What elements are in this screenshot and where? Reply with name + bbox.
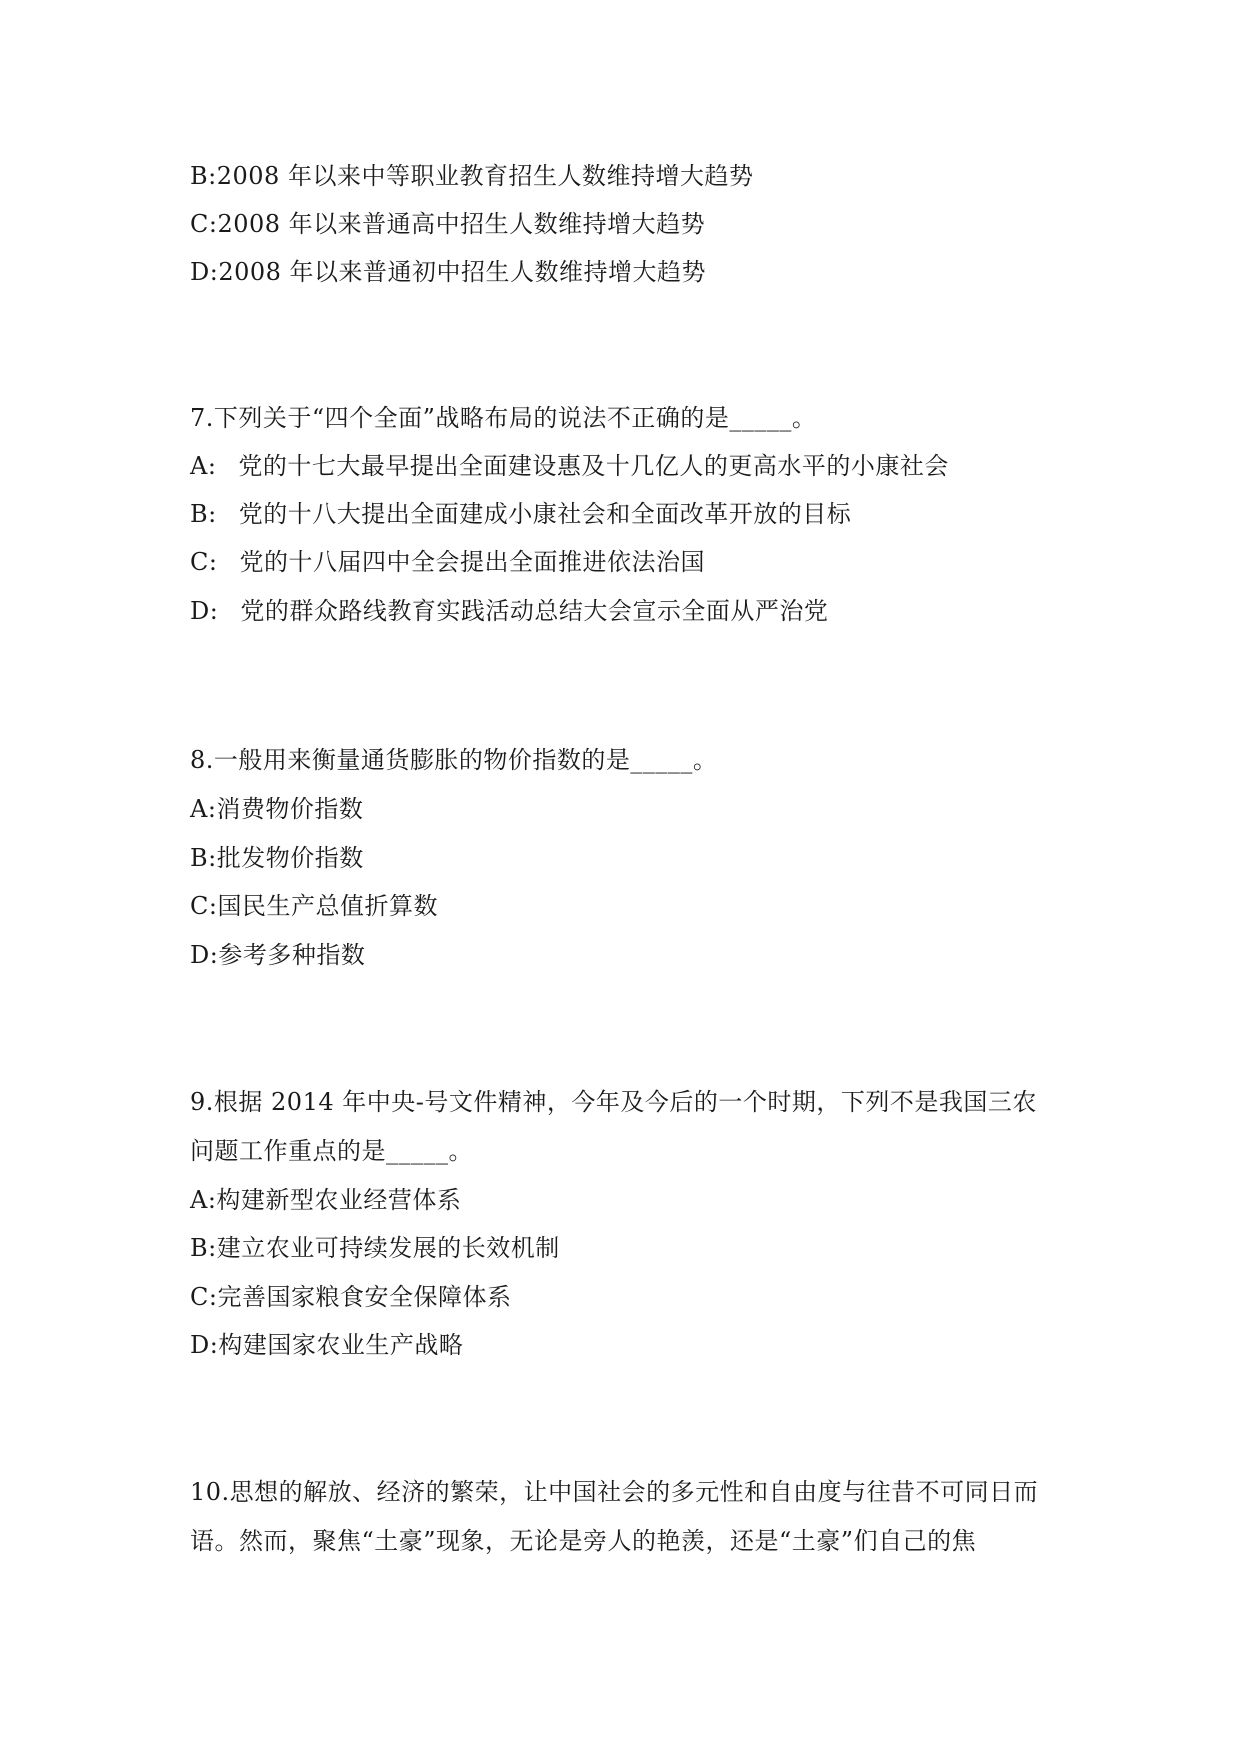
q9-option-a: A:构建新型农业经营体系 <box>190 1186 462 1214</box>
q9-option-c: C:完善国家粮食安全保障体系 <box>190 1283 512 1311</box>
q9-option-b: B:建立农业可持续发展的长效机制 <box>190 1234 560 1262</box>
q7-option-c: C: 党的十八届四中全会提出全面推进依法治国 <box>190 548 705 576</box>
q8-option-d: D:参考多种指数 <box>190 941 366 969</box>
q7-stem: 7.下列关于“四个全面”战略布局的说法不正确的是_____。 <box>190 404 817 432</box>
q7-option-a: A: 党的十七大最早提出全面建设惠及十几亿人的更高水平的小康社会 <box>190 452 949 480</box>
q9-stem-line2: 问题工作重点的是_____。 <box>190 1137 473 1165</box>
q9-stem-line1: 9.根据 2014 年中央-号文件精神，今年及今后的一个时期，下列不是我国三农 <box>190 1088 1037 1116</box>
q6-option-b: B:2008 年以来中等职业教育招生人数维持增大趋势 <box>190 162 754 190</box>
q6-option-d: D:2008 年以来普通初中招生人数维持增大趋势 <box>190 258 707 286</box>
q6-option-c: C:2008 年以来普通高中招生人数维持增大趋势 <box>190 210 706 238</box>
q7-option-b: B: 党的十八大提出全面建成小康社会和全面改革开放的目标 <box>190 500 852 528</box>
q8-option-a: A:消费物价指数 <box>190 795 364 823</box>
q8-option-c: C:国民生产总值折算数 <box>190 892 438 920</box>
q8-stem: 8.一般用来衡量通货膨胀的物价指数的是_____。 <box>190 746 718 774</box>
q10-stem-line1: 10.思想的解放、经济的繁荣，让中国社会的多元性和自由度与往昔不可同日而 <box>190 1478 1039 1506</box>
q10-stem-line2: 语。然而，聚焦“土豪”现象，无论是旁人的艳羡，还是“土豪”们自己的焦 <box>190 1527 977 1555</box>
q9-option-d: D:构建国家农业生产战略 <box>190 1331 464 1359</box>
q7-option-d: D: 党的群众路线教育实践活动总结大会宣示全面从严治党 <box>190 597 829 625</box>
q8-option-b: B:批发物价指数 <box>190 844 364 872</box>
